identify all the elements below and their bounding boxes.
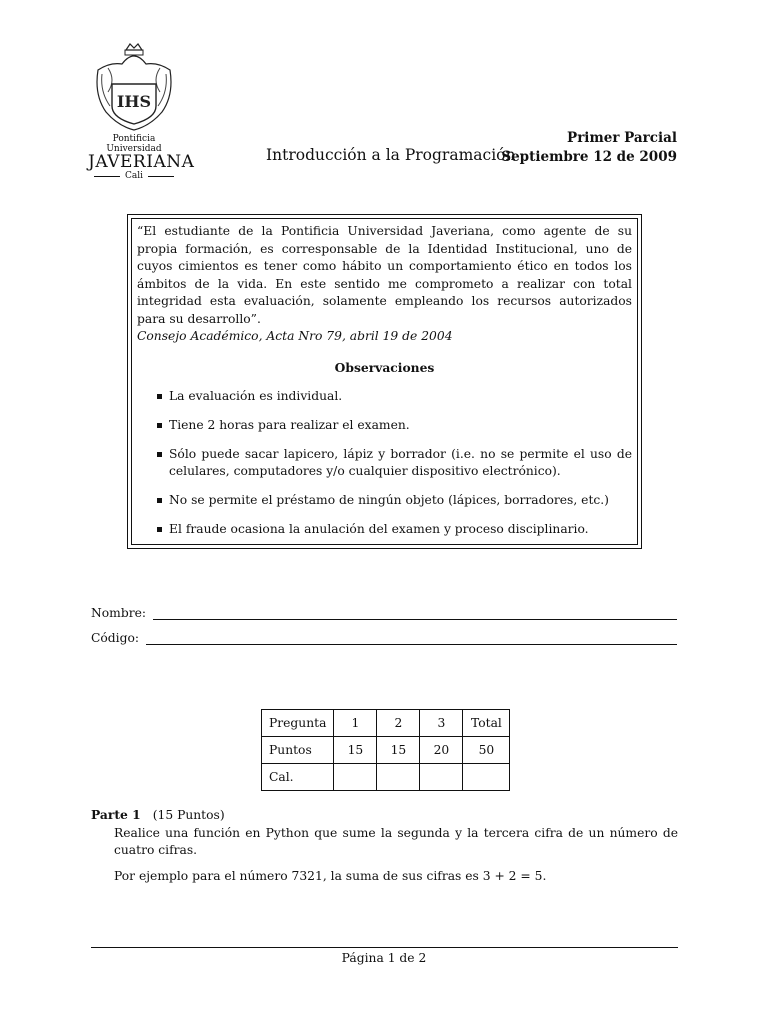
list-item xyxy=(157,492,632,509)
table-cell: 15 xyxy=(334,737,377,764)
table-cell: 3 xyxy=(420,710,463,737)
grade-cell[interactable] xyxy=(420,764,463,791)
name-line[interactable] xyxy=(153,607,677,620)
grade-cell[interactable] xyxy=(377,764,420,791)
bullet-icon xyxy=(157,498,162,503)
score-table xyxy=(261,709,510,791)
exam-header-right xyxy=(501,129,677,167)
grade-cell[interactable] xyxy=(463,764,510,791)
table-cell: 20 xyxy=(420,737,463,764)
bullet-icon xyxy=(157,423,162,428)
table-row xyxy=(262,737,510,764)
observation-text: Sólo puede sacar lapicero, lápiz y borrador (i.e. no se permite el uso de celulares, computadores y/o cualquier dispositivo electrónico). xyxy=(169,446,632,478)
honor-code-inner xyxy=(131,218,638,545)
part-1-heading xyxy=(91,806,678,825)
name-label: Nombre: xyxy=(91,606,146,620)
bullet-icon xyxy=(157,527,162,532)
observation-text: Tiene 2 horas para realizar el examen. xyxy=(169,417,410,432)
table-cell: 2 xyxy=(377,710,420,737)
table-cell: 1 xyxy=(334,710,377,737)
honor-quote: “El estudiante de la Pontificia Universidad Javeriana, como agente de su propia formación, es corresponsable de la Identidad Institucional, uno de cuyos cimientos es tener como hábito un comportamiento ético en todos los ámbitos de la vida. En este sentido me comprometo a realizar con total integridad esta evaluación, solamente empleando los recursos autorizados para su desarrollo”. xyxy=(137,224,632,326)
logo-rule-right xyxy=(148,176,174,177)
logo-line-1: Pontificia Universidad xyxy=(106,134,162,154)
part-1 xyxy=(91,806,678,885)
table-cell: Puntos xyxy=(262,737,334,764)
observation-text: El fraude ocasiona la anulación del examen y proceso disciplinario. xyxy=(169,521,589,536)
table-cell: Pregunta xyxy=(262,710,334,737)
code-label: Código: xyxy=(91,631,140,645)
logo-line-3 xyxy=(88,171,180,181)
logo-rule-left xyxy=(94,176,120,177)
observations-title: Observaciones xyxy=(334,359,435,375)
bullet-icon xyxy=(157,452,162,457)
list-item xyxy=(157,417,632,434)
exam-date: Septiembre 12 de 2009 xyxy=(501,149,677,165)
crest-icon xyxy=(88,40,180,132)
part-1-example: Por ejemplo para el número 7321, la suma de sus cifras es 3 + 2 = 5. xyxy=(114,868,547,883)
logo-city: Cali xyxy=(124,171,143,181)
code-line[interactable] xyxy=(146,632,677,645)
honor-source: Consejo Académico, Acta Nro 79, abril 19 de 2004 xyxy=(137,329,453,343)
list-item xyxy=(157,388,632,405)
name-field xyxy=(91,606,677,620)
honor-code-box xyxy=(127,214,642,549)
table-cell: Cal. xyxy=(262,764,334,791)
part-1-title: Parte 1 xyxy=(91,807,141,822)
footer-rule xyxy=(91,947,678,948)
crest-monogram: IHS xyxy=(116,92,152,111)
part-1-statement: Realice una función en Python que sume la segunda y la tercera cifra de un número de cuatro cifras. xyxy=(114,825,678,857)
list-item xyxy=(157,521,632,538)
logo-line-2: JAVERIANA xyxy=(88,152,195,172)
table-cell: Total xyxy=(463,710,510,737)
observations-list xyxy=(137,388,632,538)
observation-text: La evaluación es individual. xyxy=(169,388,343,403)
exam-title: Primer Parcial xyxy=(567,130,677,146)
bullet-icon xyxy=(157,394,162,399)
university-logo xyxy=(88,40,195,181)
table-cell: 50 xyxy=(463,737,510,764)
list-item xyxy=(157,446,632,480)
table-row xyxy=(262,764,510,791)
page-number: Página 1 de 2 xyxy=(341,951,427,965)
code-field xyxy=(91,631,677,645)
part-1-points: (15 Puntos) xyxy=(152,808,225,822)
course-title: Introducción a la Programación xyxy=(266,146,516,164)
observation-text: No se permite el préstamo de ningún objeto (lápices, borradores, etc.) xyxy=(169,492,609,507)
table-row xyxy=(262,710,510,737)
table-cell: 15 xyxy=(377,737,420,764)
grade-cell[interactable] xyxy=(334,764,377,791)
